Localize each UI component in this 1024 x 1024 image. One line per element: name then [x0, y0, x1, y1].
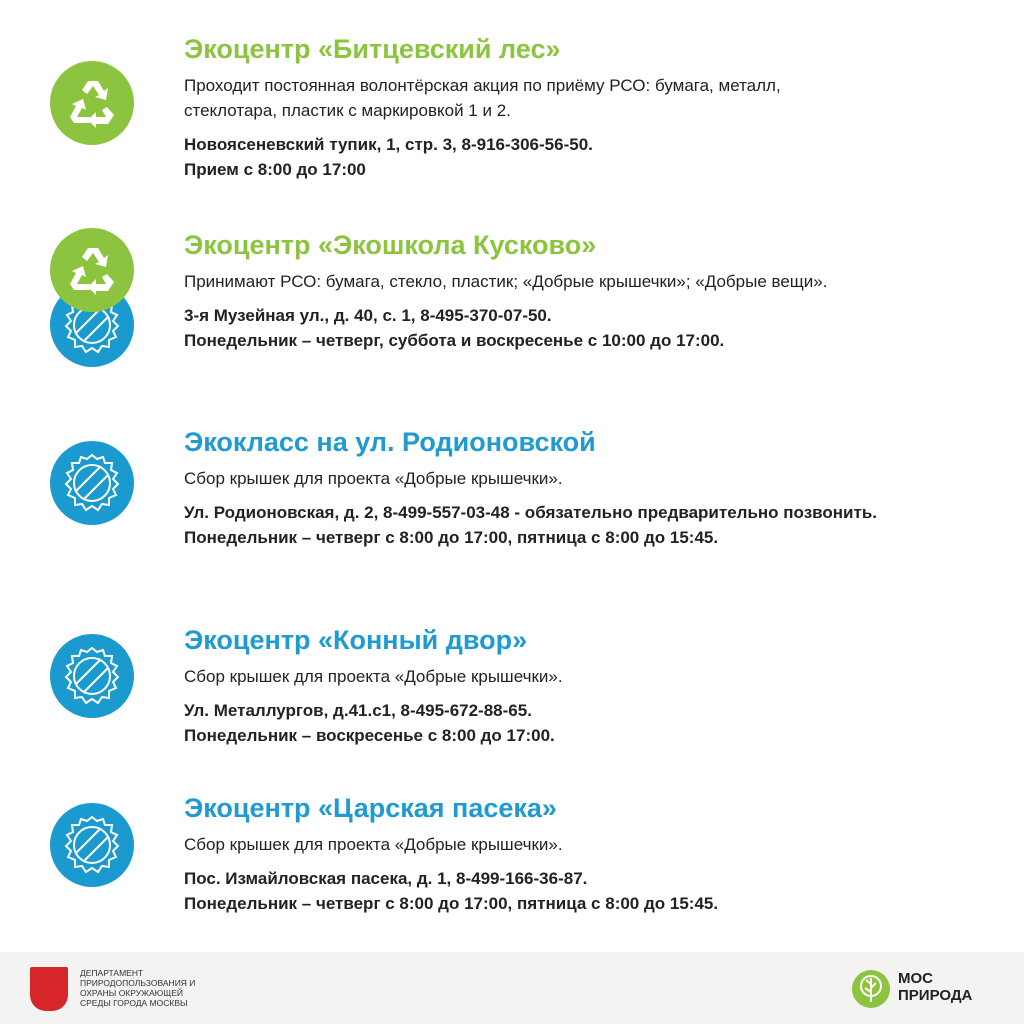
tree-logo-icon — [852, 970, 890, 1008]
logo-line-1: МОС — [898, 970, 933, 987]
entry-description: Сбор крышек для проекта «Добрые крышечки». — [184, 835, 563, 854]
entry-description: Сбор крышек для проекта «Добрые крышечки». — [184, 469, 563, 488]
bottle-cap-icon — [50, 634, 134, 718]
entry-hours: Понедельник – четверг с 8:00 до 17:00, пятница с 8:00 до 15:45. — [184, 528, 719, 547]
bottle-cap-icon — [50, 803, 134, 887]
recycle-icon — [50, 61, 134, 145]
entry-address: Ул. Родионовская, д. 2, 8-499-557-03-48 - обязательно предварительно позвонить. — [184, 503, 877, 522]
logo-line-2: ПРИРОДА — [898, 987, 973, 1004]
footer — [0, 952, 1024, 1024]
entry-description: Проходит постоянная волонтёрская акция по приёму РСО: бумага, металл, стеклотара, пластик с маркировкой 1 и 2. — [184, 76, 781, 120]
recycle-icon — [50, 228, 134, 312]
entry-description: Сбор крышек для проекта «Добрые крышечки». — [184, 667, 563, 686]
eco-center-entry — [184, 426, 984, 550]
entry-address: Ул. Металлургов, д.41.с1, 8-495-672-88-65. — [184, 701, 532, 720]
entry-hours: Понедельник – воскресенье с 8:00 до 17:00. — [184, 726, 555, 745]
eco-center-entry — [184, 792, 984, 916]
department-name: ДЕПАРТАМЕНТ ПРИРОДОПОЛЬЗОВАНИЯ И ОХРАНЫ ОКРУЖАЮЩЕЙ СРЕДЫ ГОРОДА МОСКВЫ — [80, 968, 196, 1008]
bottle-cap-icon — [50, 441, 134, 525]
entry-title: Экоцентр «Экошкола Кусково» — [184, 230, 597, 260]
entry-address: Пос. Измайловская пасека, д. 1, 8-499-166-36-87. — [184, 869, 588, 888]
entry-address: Новоясеневский тупик, 1, стр. 3, 8-916-306-56-50. — [184, 135, 593, 154]
entry-hours: Понедельник – четверг с 8:00 до 17:00, пятница с 8:00 до 15:45. — [184, 894, 719, 913]
mospriroda-logo-text — [898, 970, 972, 1004]
entry-description: Принимают РСО: бумага, стекло, пластик; «Добрые крышечки»; «Добрые вещи». — [184, 272, 828, 291]
entry-address: 3-я Музейная ул., д. 40, с. 1, 8-495-370-07-50. — [184, 306, 552, 325]
eco-center-entry — [184, 229, 984, 353]
entry-title: Экокласс на ул. Родионовской — [184, 427, 596, 457]
entry-title: Экоцентр «Конный двор» — [184, 625, 528, 655]
entry-title: Экоцентр «Битцевский лес» — [184, 34, 561, 64]
entry-title: Экоцентр «Царская пасека» — [184, 793, 557, 823]
eco-center-entry — [184, 33, 984, 182]
eco-center-entry — [184, 624, 984, 748]
moscow-coat-of-arms-icon — [30, 967, 68, 1011]
entry-hours: Понедельник – четверг, суббота и воскресенье с 10:00 до 17:00. — [184, 331, 725, 350]
entry-hours: Прием с 8:00 до 17:00 — [184, 160, 366, 179]
